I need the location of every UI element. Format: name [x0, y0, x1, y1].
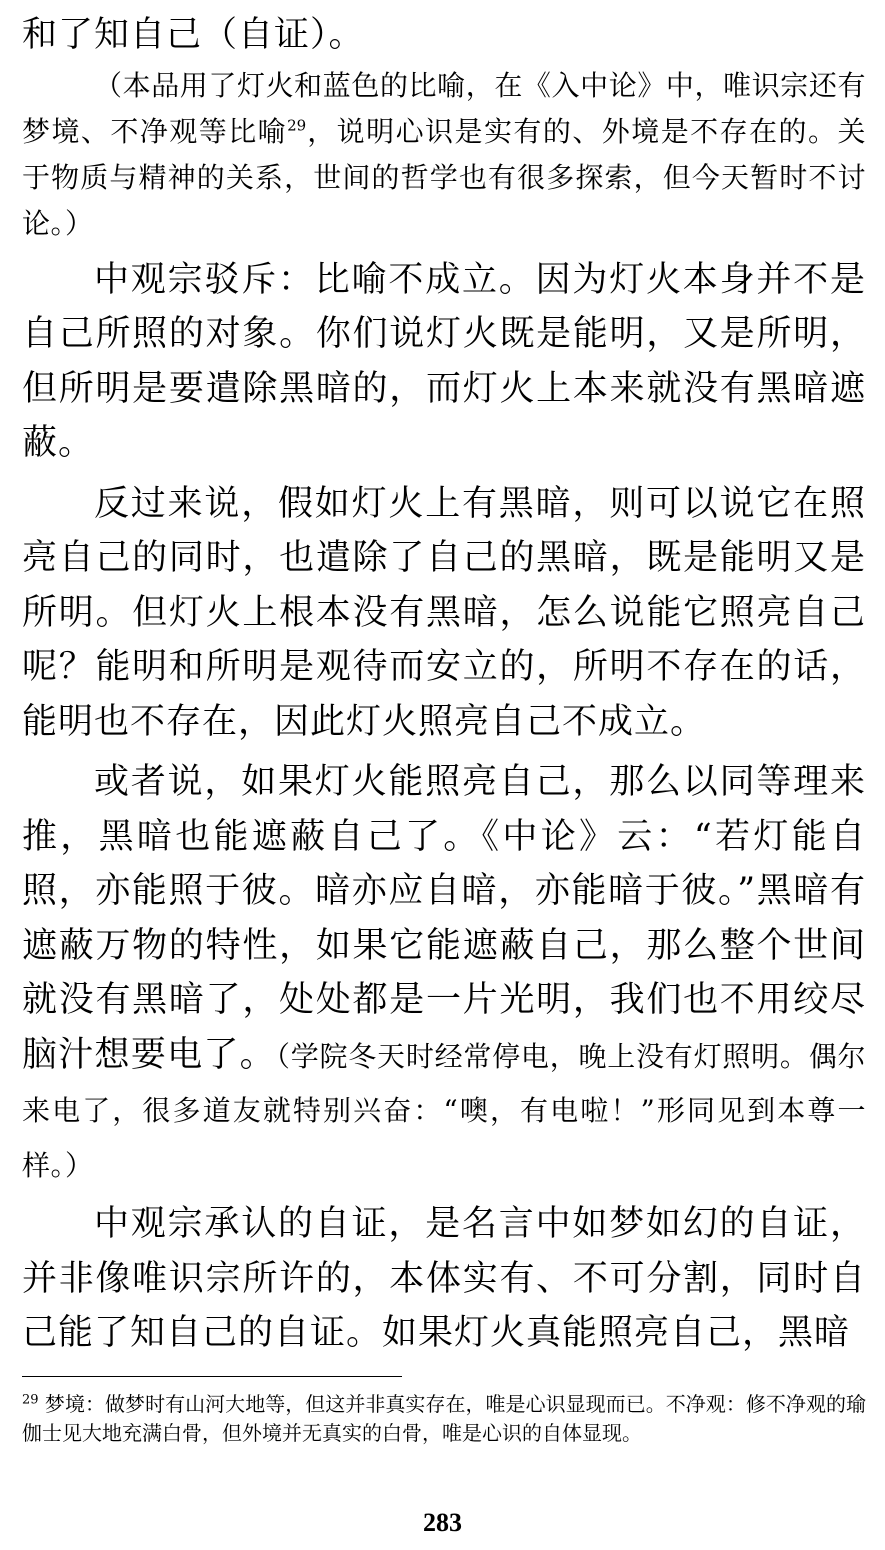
- footnote-ref-29[interactable]: 29: [287, 116, 307, 135]
- footnote-text: 梦境：做梦时有山河大地等，但这并非真实存在，唯是心识显现而已。不净观：修不净观的瑜伽士见大地充满白骨，但外境并无真实的白骨，唯是心识的自体显现。: [22, 1392, 866, 1445]
- paragraph-4: 反过来说，假如灯火上有黑暗，则可以说它在照亮自己的同时，也遣除了自己的黑暗，既是能明又是所明。但灯火上根本没有黑暗，怎么说能它照亮自己呢？能明和所明是观待而安立的，所明不存在的话，能明也不存在，因此灯火照亮自己不成立。: [22, 483, 866, 742]
- paragraph-2-text-b: ，说明心识是实有的、外境是不存在的。关于物质与精神的关系，世间的哲学也有很多探索，但今天暂时不讨论。）: [22, 114, 866, 240]
- page-body: [22, 8, 866, 1361]
- paragraph-5-main: 或者说，如果灯火能照亮自己，那么以同等理来推，黑暗也能遮蔽自己了。《中论》云：“若灯能自照，亦能照于彼。暗亦应自暗，亦能暗于彼。”黑暗有遮蔽万物的特性，如果它能遮蔽自己，那么整个世间就没有黑暗了，处处都是一片光明，我们也不用绞尽脑汁想要电了。: [22, 762, 866, 1075]
- paragraph-3: 中观宗驳斥：比喻不成立。因为灯火本身并不是自己所照的对象。你们说灯火既是能明，又是所明，但所明是要遣除黑暗的，而灯火上本来就没有黑暗遮蔽。: [22, 259, 866, 463]
- footnote: [22, 1390, 866, 1448]
- footnote-number: 29: [22, 1392, 39, 1408]
- paragraph-6: 中观宗承认的自证，是名言中如梦如幻的自证，并非像唯识宗所许的，本体实有、不可分割，同时自己能了知自己的自证。如果灯火真能照亮自己，黑暗: [22, 1204, 866, 1353]
- page-number: 283: [423, 1508, 462, 1537]
- paragraph-5: [22, 755, 866, 1191]
- paragraph-1: 和了知自己（自证）。: [22, 15, 365, 55]
- paragraph-2-aside: [22, 63, 866, 247]
- footnote-divider: [22, 1376, 402, 1377]
- paragraph-5-aside: （学院冬天时经常停电，晚上没有灯照明。偶尔来电了，很多道友就特别兴奋：“噢，有电啦！”形同见到本尊一样。）: [22, 1039, 866, 1182]
- paragraph-2-text-a: （本品用了灯火和蓝色的比喻，在《入中论》中，唯识宗还有梦境、不净观等比喻: [22, 68, 866, 148]
